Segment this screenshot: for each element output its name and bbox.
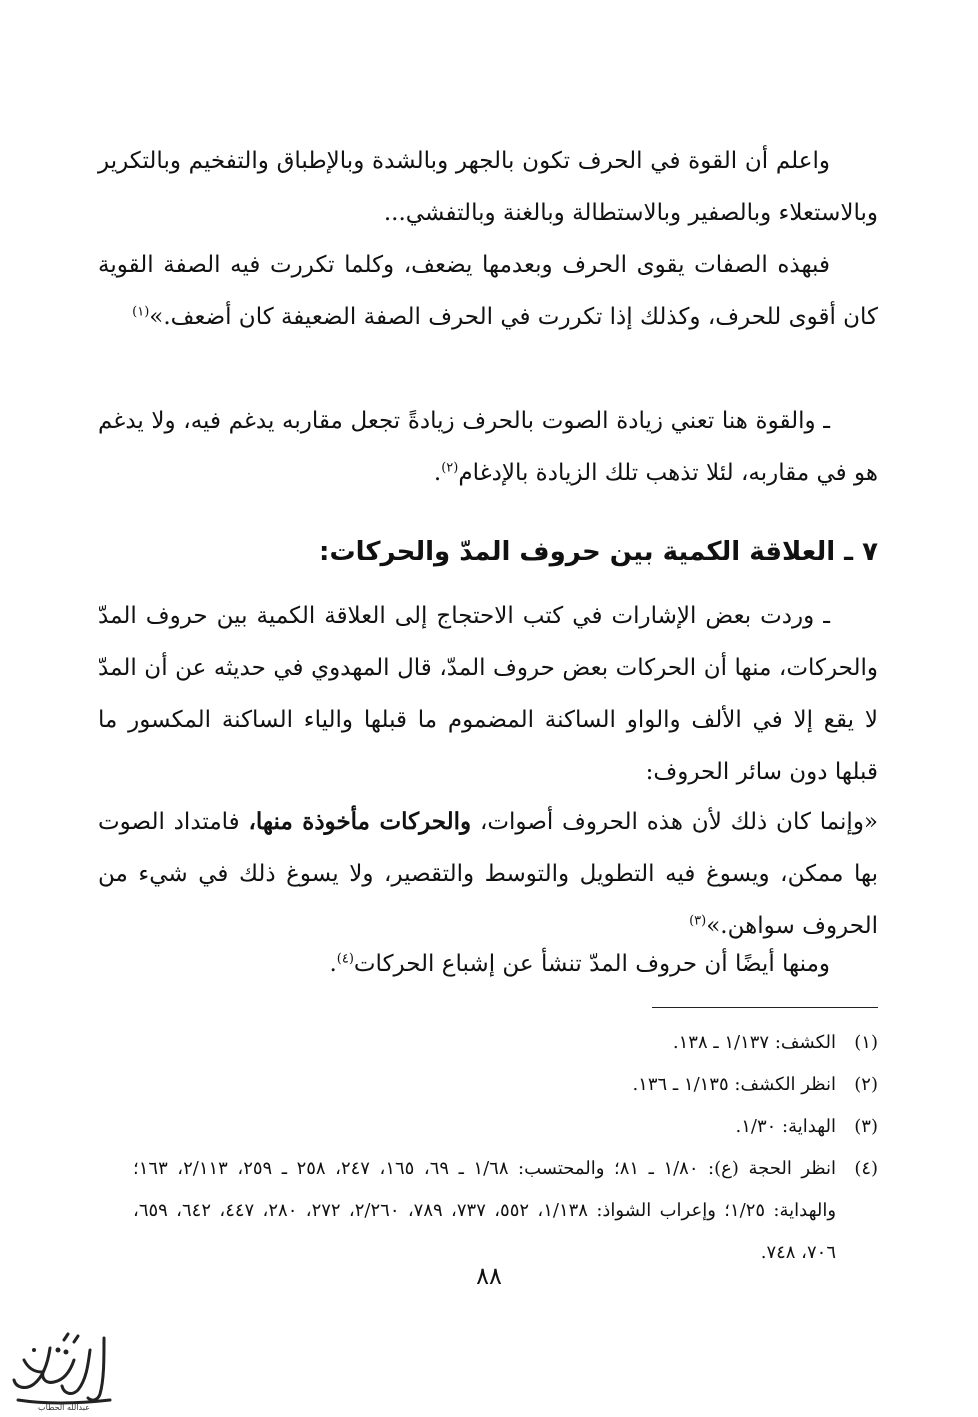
paragraph-4-text: ـ وردت بعض الإشارات في كتب الاحتجاج إلى العلاقة الكمية بين حروف المدّ والحركات، منها أن الحركات بعض حروف المدّ، قال المهدوي في حديثه عن أن المدّ لا يقع إلا في الألف والواو الساكنة المضموم ما قبلها والياء الساكنة المكسور ما قبلها دون سائر الحروف: [98,603,878,785]
footnote-ref-3[interactable]: (٣) [689,913,707,929]
footnote-2-number: (٢) [854,1074,878,1095]
paragraph-1 [98,135,878,239]
footnote-4-text: انظر الحجة (ع): ١/٨٠ ـ ٨١؛ والمحتسب: ١/٦٨ ـ ٦٩، ١٦٥، ٢٤٧، ٢٥٨ ـ ٢٥٩، ٢/١١٣، ١٦٣؛ والهداية: ١/٢٥؛ وإعراب الشواذ: ١/١٣٨، ٥٥٢، ٧٣٧، ٧٨٩، ٢/٢٦٠، ٢٧٢، ٢٨٠، ٤٤٧، ٦٤٢، ٦٥٩، ٧٠٦، ٧٤٨. [133,1158,837,1263]
footnote-1 [133,1022,878,1064]
paragraph-6-text: ومنها أيضًا أن حروف المدّ تنشأ عن إشباع الحركات [353,951,830,977]
footnote-2-text: انظر الكشف: ١/١٣٥ ـ ١٣٦. [632,1074,836,1095]
paragraph-5-quote [98,796,878,952]
watermark-calligraphy-logo [4,1320,124,1412]
footnotes [133,1022,878,1274]
footnote-2 [133,1064,878,1106]
footnote-ref-2[interactable]: (٢) [441,460,459,476]
page-number: ٨٨ [476,1262,502,1290]
footnote-4 [133,1148,878,1274]
paragraph-6 [98,938,878,990]
paragraph-3 [98,395,878,499]
section-heading: ٧ ـ العلاقة الكمية بين حروف المدّ والحركات: [319,537,878,567]
footnote-3-text: الهداية: ١/٣٠. [735,1116,836,1137]
footnote-ref-4[interactable]: (٤) [336,951,354,967]
footnote-ref-1[interactable]: (١) [132,304,150,320]
paragraph-1-text: واعلم أن القوة في الحرف تكون بالجهر وبالشدة وبالإطباق والتفخيم وبالتكرير وبالاستعلاء وبالصفير وبالاستطالة وبالغنة وبالتفشي... [98,148,878,226]
paragraph-4 [98,590,878,798]
paragraph-3-end: . [433,460,442,486]
footnote-1-text: الكشف: ١/١٣٧ ـ ١٣٨. [672,1032,836,1053]
footnote-3-number: (٣) [854,1116,878,1137]
paragraph-3-text: ـ والقوة هنا تعني زيادة الصوت بالحرف زيادةً تجعل مقاربه يدغم فيه، ولا يدغم هو في مقاربه، لئلا تذهب تلك الزيادة بالإدغام [98,408,878,486]
quote-text-bold: والحركات مأخوذة منها، [248,808,472,835]
footnote-1-number: (١) [854,1032,878,1053]
quote-text-start: «وإنما كان ذلك لأن هذه الحروف أصوات، [471,809,878,835]
paragraph-2 [98,239,878,343]
paragraph-6-end: . [329,951,337,977]
svg-text:عبدالله الحطاب: عبدالله الحطاب [38,1403,90,1412]
paragraph-2-text: فبهذه الصفات يقوى الحرف وبعدمها يضعف، وكلما تكررت فيه الصفة القوية كان أقوى للحرف، وكذلك إذا تكررت في الحرف الصفة الضعيفة كان أضعف.» [98,252,878,330]
footnote-4-number: (٤) [854,1158,879,1179]
footnote-separator [652,1007,878,1008]
quote-text-end: فامتداد الصوت بها ممكن، ويسوغ فيه التطويل والتوسط والتقصير، ولا يسوغ ذلك في شيء من الحروف سواهن.» [98,809,878,939]
footnote-3 [133,1106,878,1148]
